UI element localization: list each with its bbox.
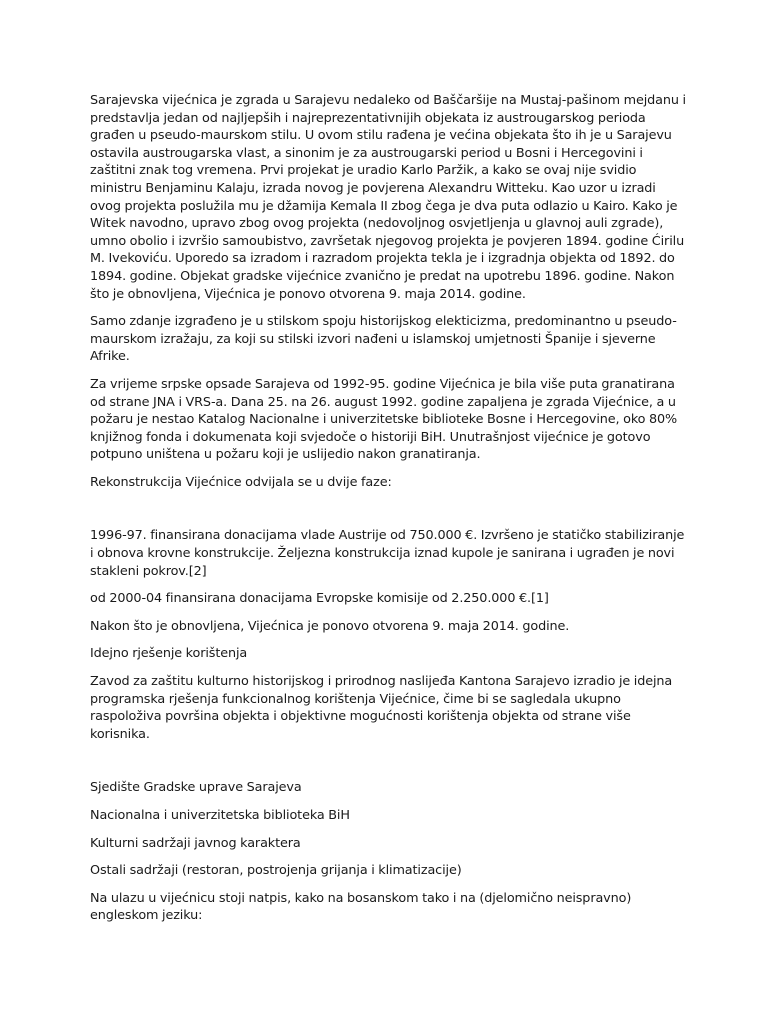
paragraph-inscription: Na ulazu u vijećnicu stoji natpis, kako na bosanskom tako i na (djelomično neispravno) engleskom jeziku: bbox=[90, 890, 632, 924]
paragraph-reconstruction-heading: Rekonstrukcija Vijećnice odvijala se u dvije faze: bbox=[90, 474, 392, 490]
list-item-national-library: Nacionalna i univerzitetska biblioteka BiH bbox=[90, 808, 350, 823]
paragraph-usage-heading: Idejno rješenje korištenja bbox=[90, 646, 248, 662]
paragraph-intro: Sarajevska vijećnica je zgrada u Sarajevu nedaleko od Baščaršije na Mustaj-pašinom mejdanu i predstavlja jedan od najljepših i najreprezentativnijih objekata iz austrougarskog perioda građen u pseudo-maurskom stilu. U ovom stilu rađena je većina objekata što ih je u Sarajevu ostavila austrougarska vlast, a sinonim je za austrougarski period u Bosni i Hercegovini i zaštitni znak tog vremena. Prvi projekat je uradio Karlo Paržik, a kako se ovaj nije svidio ministru Benjaminu Kalaju, izrada novog je povjerena Alexandru Witteku. Kao uzor u izradi ovog projekta poslužila mu je džamija Kemala II zbog čega je dva puta odlazio u Kairo. Kako je Witek navodno, upravo zbog ovog projekta (nedovoljnog osvjetljenja u glavnoj auli zgrade), umno obolio i izvršio samoubistvo, završetak njegovog projekta je povjeren 1894. godine Ćirilu M. Ivekoviću. Uporedo sa izradom i razradom projekta tekla je i izgradnja objekta od 1892. do 1894. godine. Objekat gradske vijećnice zvanično je predat na upotrebu 1896. godine. Nakon što je obnovljena, Vijećnica je ponovo otvorena 9. maja 2014. godine. bbox=[90, 93, 686, 302]
document-body bbox=[90, 92, 690, 925]
paragraph-style: Samo zdanje izgrađeno je u stilskom spoju historijskog elekticizma, predominantno u pseudo-maurskom izražaju, za koji su stilski izvori nađeni u islamskoj umjetnosti Španije i sjeverne Afrike. bbox=[90, 314, 677, 365]
paragraph-institute: Zavod za zaštitu kulturno historijskog i prirodnog naslijeđa Kantona Sarajevo izradio je idejna programska rješenja funkcionalnog korištenja Vijećnice, čime bi se sagledala ukupno raspoloživa površina objekta i objektivne mogućnosti korištenja objekta od strane više korisnika. bbox=[90, 674, 673, 742]
paragraph-phase-two: od 2000-04 finansirana donacijama Evropske komisije od 2.250.000 €.[1] bbox=[90, 591, 549, 607]
paragraph-reopened: Nakon što je obnovljena, Vijećnica je ponovo otvorena 9. maja 2014. godine. bbox=[90, 618, 570, 634]
paragraph-phase-one: 1996-97. finansirana donacijama vlade Austrije od 750.000 €. Izvršeno je statičko stabiliziranje i obnova krovne konstrukcije. Željezna konstrukcija iznad kupole je sanirana i ugrađen je novi stakleni pokrov.[2] bbox=[90, 528, 685, 579]
list-item-cultural-content: Kulturni sadržaji javnog karaktera bbox=[90, 835, 301, 851]
list-item-city-administration: Sjedište Gradske uprave Sarajeva bbox=[90, 780, 302, 796]
paragraph-siege: Za vrijeme srpske opsade Sarajeva od 1992-95. godine Vijećnica je bila više puta granatirana od strane JNA i VRS-a. Dana 25. na 26. august 1992. godine zapaljena je zgrada Vijećnice, a u požaru je nestao Katalog Nacionalne i univerzitetske biblioteke Bosne i Hercegovine, oko 80% knjižnog fonda i dokumenata koji svjedoče o historiji BiH. Unutrašnjost vijećnice je gotovo potpuno uništena u požaru koji je uslijedio nakon granatiranja. bbox=[90, 376, 678, 463]
list-item-other-content: Ostali sadržaji (restoran, postrojenja grijanja i klimatizacije) bbox=[90, 863, 462, 879]
